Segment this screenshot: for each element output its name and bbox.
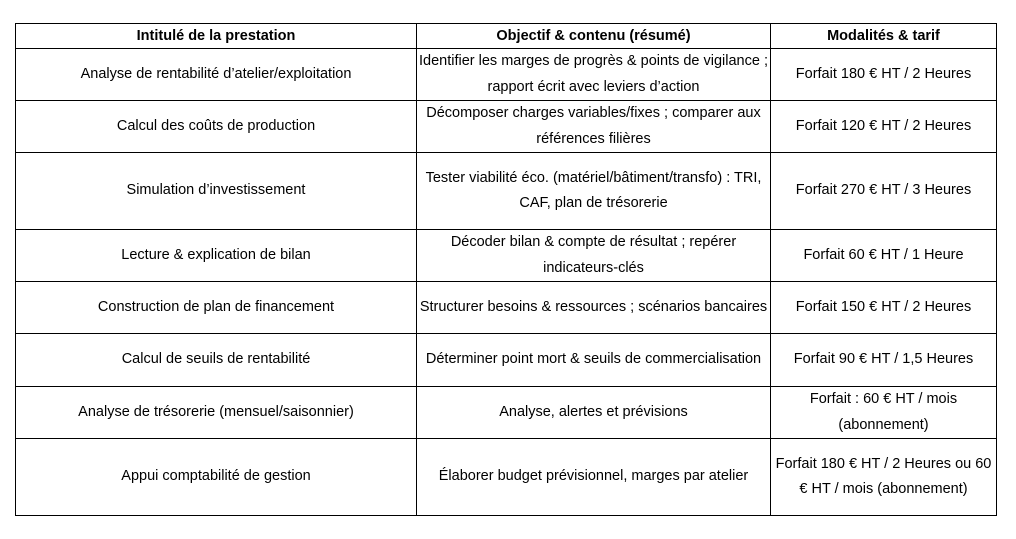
service-objective: Déterminer point mort & seuils de commercialisation — [417, 334, 771, 387]
service-objective: Analyse, alertes et prévisions — [417, 387, 771, 439]
header-pricing: Modalités & tarif — [771, 24, 997, 49]
table-row — [16, 387, 997, 439]
service-pricing: Forfait 180 € HT / 2 Heures ou 60 € HT / mois (abonnement) — [771, 439, 997, 516]
service-pricing: Forfait : 60 € HT / mois (abonnement) — [771, 387, 997, 439]
service-pricing: Forfait 150 € HT / 2 Heures — [771, 282, 997, 334]
service-title: Appui comptabilité de gestion — [16, 439, 417, 516]
service-title: Construction de plan de financement — [16, 282, 417, 334]
service-title: Simulation d’investissement — [16, 153, 417, 230]
service-objective: Identifier les marges de progrès & points de vigilance ; rapport écrit avec leviers d’action — [417, 49, 771, 101]
service-title: Calcul de seuils de rentabilité — [16, 334, 417, 387]
services-table — [15, 23, 997, 516]
header-objective: Objectif & contenu (résumé) — [417, 24, 771, 49]
table-row — [16, 439, 997, 516]
service-title: Analyse de rentabilité d’atelier/exploitation — [16, 49, 417, 101]
service-pricing: Forfait 90 € HT / 1,5 Heures — [771, 334, 997, 387]
header-row — [16, 24, 997, 49]
service-objective: Élaborer budget prévisionnel, marges par atelier — [417, 439, 771, 516]
table-row — [16, 101, 997, 153]
service-objective: Tester viabilité éco. (matériel/bâtiment/transfo) : TRI, CAF, plan de trésorerie — [417, 153, 771, 230]
header-title: Intitulé de la prestation — [16, 24, 417, 49]
service-pricing: Forfait 180 € HT / 2 Heures — [771, 49, 997, 101]
service-objective: Décoder bilan & compte de résultat ; repérer indicateurs-clés — [417, 230, 771, 282]
table-row — [16, 230, 997, 282]
service-title: Analyse de trésorerie (mensuel/saisonnier) — [16, 387, 417, 439]
table-row — [16, 49, 997, 101]
service-pricing: Forfait 270 € HT / 3 Heures — [771, 153, 997, 230]
service-pricing: Forfait 120 € HT / 2 Heures — [771, 101, 997, 153]
service-objective: Structurer besoins & ressources ; scénarios bancaires — [417, 282, 771, 334]
service-pricing: Forfait 60 € HT / 1 Heure — [771, 230, 997, 282]
service-objective: Décomposer charges variables/fixes ; comparer aux références filières — [417, 101, 771, 153]
table-row — [16, 153, 997, 230]
table-row — [16, 334, 997, 387]
service-title: Lecture & explication de bilan — [16, 230, 417, 282]
table-row — [16, 282, 997, 334]
service-title: Calcul des coûts de production — [16, 101, 417, 153]
